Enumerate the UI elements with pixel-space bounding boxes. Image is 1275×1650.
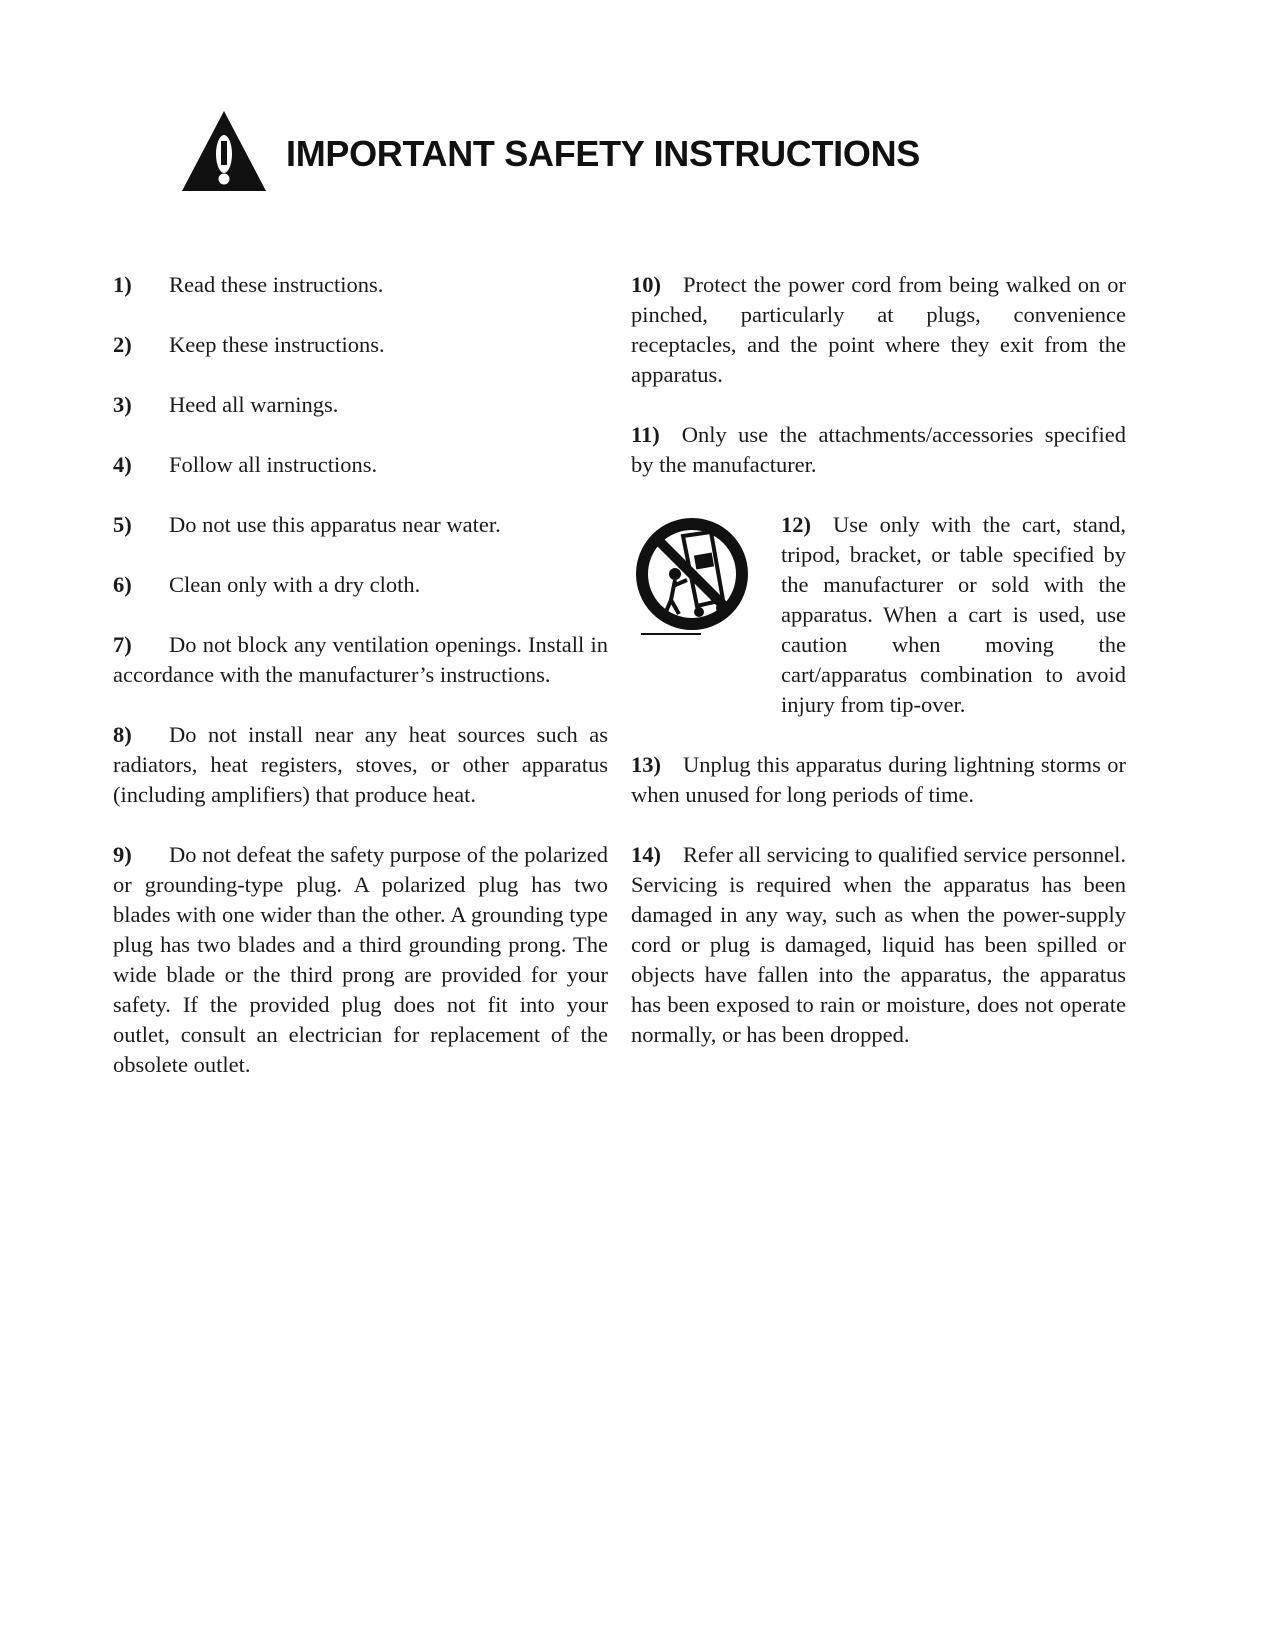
item-text: Do not use this apparatus near water. [169,512,501,537]
item-number: 12) [781,512,811,537]
instruction-item [113,570,608,600]
item-number: 11) [631,422,660,447]
right-column [631,270,1126,1080]
instruction-item [113,630,608,690]
item-number: 13) [631,752,661,777]
item-text: Use only with the cart, stand, tripod, bracket, or table specified by the manufacturer or sold with the apparatus. When a cart is used, use caution when moving the cart/apparatus combination to avoid injury from tip-over. [781,512,1126,717]
item-text: Protect the power cord from being walked on or pinched, particularly at plugs, convenience receptacles, and the point where they exit from the apparatus. [631,272,1126,387]
item-number: 1) [113,272,132,297]
item-number: 14) [631,842,661,867]
item-text: Clean only with a dry cloth. [169,572,421,597]
item-number: 9) [113,842,132,867]
page-header [180,108,920,194]
item-12-text-block [781,510,1126,720]
item-text: Do not block any ventilation openings. Install in accordance with the manufacturer’s instructions. [113,632,608,687]
instruction-item [113,390,608,420]
page-title: IMPORTANT SAFETY INSTRUCTIONS [286,133,920,174]
instruction-item [113,450,608,480]
item-number: 10) [631,272,661,297]
item-number: 4) [113,452,132,477]
item-text: Do not install near any heat sources such as radiators, heat registers, stoves, or other apparatus (including amplifiers) that produce heat. [113,722,608,807]
instruction-item [113,330,608,360]
item-text: Do not defeat the safety purpose of the polarized or grounding-type plug. A polarized plug has two blades with one wider than the other. A grounding type plug has two blades and a third grounding prong. The wide blade or the third prong are provided for your safety. If the provided plug does not fit into your outlet, consult an electrician for replacement of the obsolete outlet. [113,842,608,1077]
instruction-item [113,840,608,1080]
item-text: Keep these instructions. [169,332,385,357]
item-number: 6) [113,572,132,597]
instruction-item [113,510,608,540]
instruction-item [631,750,1126,810]
instruction-item-with-icon [631,510,1126,720]
instruction-item [631,270,1126,390]
item-number: 5) [113,512,132,537]
instruction-item [113,720,608,810]
item-text: Refer all servicing to qualified service personnel. Servicing is required when the apparatus has been damaged in any way, such as when the power-supply cord or plug is damaged, liquid has been spilled or objects have fallen into the apparatus, the apparatus has been exposed to rain or moisture, does not operate normally, or has been dropped. [631,842,1126,1047]
no-cart-tip-over-icon [631,516,753,644]
item-text: Heed all warnings. [169,392,339,417]
item-number: 7) [113,632,132,657]
left-column [113,270,608,1110]
item-text: Read these instructions. [169,272,384,297]
item-text: Unplug this apparatus during lightning storms or when unused for long periods of time. [631,752,1126,807]
item-text: Follow all instructions. [169,452,378,477]
instruction-item [631,840,1126,1050]
item-number: 8) [113,722,132,747]
item-number: 3) [113,392,132,417]
item-number: 2) [113,332,132,357]
instruction-item [631,420,1126,480]
warning-triangle-icon [180,109,268,193]
item-text: Only use the attachments/accessories specified by the manufacturer. [631,422,1126,477]
instruction-item [113,270,608,300]
